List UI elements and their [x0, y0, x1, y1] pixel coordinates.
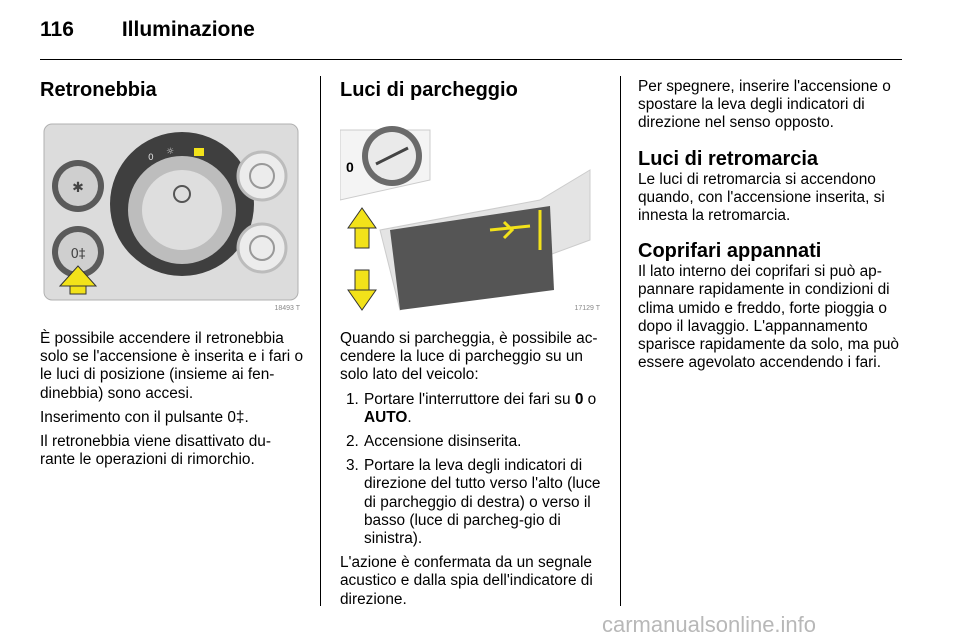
figure-label-0: 0	[346, 159, 354, 175]
figure-id: 18493 T	[274, 304, 300, 312]
paragraph: Per spegnere, inserire l'accensione o spostare la leva degli indicatori di direzione nel senso opposto.	[638, 78, 891, 132]
svg-text:0‡: 0‡	[70, 247, 86, 262]
svg-text:0: 0	[148, 153, 154, 163]
step-text: o	[583, 390, 597, 408]
step-text: Accensione disinserita.	[364, 433, 522, 451]
page-number: 116	[40, 18, 74, 41]
column-retronebbia	[40, 78, 304, 475]
figure-light-switch-panel	[40, 110, 302, 320]
light-switch-panel-illustration	[40, 110, 302, 320]
step-text: Portare l'interruttore dei fari su	[364, 390, 575, 408]
paragraph: Il retronebbia viene disattivato du-rante le operazioni di rimorchio.	[40, 433, 271, 469]
list-item	[340, 433, 605, 451]
section-heading-retronebbia: Retronebbia	[40, 79, 157, 101]
arrow-up-icon	[348, 208, 376, 228]
step-number: 2.	[346, 433, 359, 451]
page-title: Illuminazione	[121, 18, 255, 41]
list-item	[340, 391, 605, 427]
paragraph-intro: Quando si parcheggia, è possibile ac-cendere la luce di parcheggio su un solo lato del veicolo:	[340, 330, 598, 384]
paragraph: È possibile accendere il retronebbia solo se l'accensione è inserita e i fari o le luci di posizione (insieme ai fen-dinebbia) sono accesi.	[40, 330, 304, 402]
figure-indicator-stalk	[340, 110, 602, 320]
section-heading-retromarcia: Luci di retromarcia	[638, 147, 819, 170]
paragraph-button	[40, 409, 304, 427]
column-divider-2	[620, 76, 621, 606]
column-divider-1	[320, 76, 321, 606]
paragraph: Le luci di retromarcia si accendono quando, con l'accensione inserita, si innesta la retromarcia.	[638, 170, 885, 225]
step-text: Portare la leva degli indicatori di direzione del tutto verso l'alto (luce di parcheggio di destra) o verso il basso (luce di parcheg-gio di sinistra).	[364, 457, 601, 548]
paragraph-outro: L'azione è confermata da un segnale acustico e dalla spia dell'indicatore di direzione.	[340, 554, 593, 608]
watermark: carmanualsonline.info	[602, 612, 817, 637]
paragraph: Il lato interno dei coprifari si può ap-pannare rapidamente in condizioni di clima umido e freddo, forte pioggia o dopo il lavaggio. L'appannamento sparisce rapidamente da solo, ma può essere agevolato accendendo i fari.	[638, 263, 899, 372]
list-item	[340, 457, 605, 548]
page-header	[40, 18, 255, 42]
steps-list	[340, 391, 605, 549]
svg-text:☼: ☼	[166, 147, 175, 157]
column-luci-parcheggio	[340, 78, 605, 615]
header-rule	[40, 59, 902, 60]
step-keyword: 0	[574, 390, 584, 408]
figure-id: 17129 T	[574, 304, 600, 312]
section-heading-luci-parcheggio: Luci di parcheggio	[340, 79, 518, 101]
section-heading-coprifari: Coprifari appannati	[638, 240, 822, 263]
step-keyword: AUTO	[364, 408, 408, 426]
rear-fog-symbol: 0‡.	[227, 408, 249, 426]
step-number: 3.	[346, 457, 359, 475]
paragraph-text: Inserimento con il pulsante	[40, 408, 228, 426]
column-right	[638, 78, 904, 378]
arrow-down-icon	[348, 290, 376, 310]
indicator-stalk-illustration	[340, 110, 602, 320]
step-text: .	[407, 408, 412, 426]
svg-text:✱: ✱	[72, 180, 84, 196]
step-number: 1.	[346, 390, 359, 408]
